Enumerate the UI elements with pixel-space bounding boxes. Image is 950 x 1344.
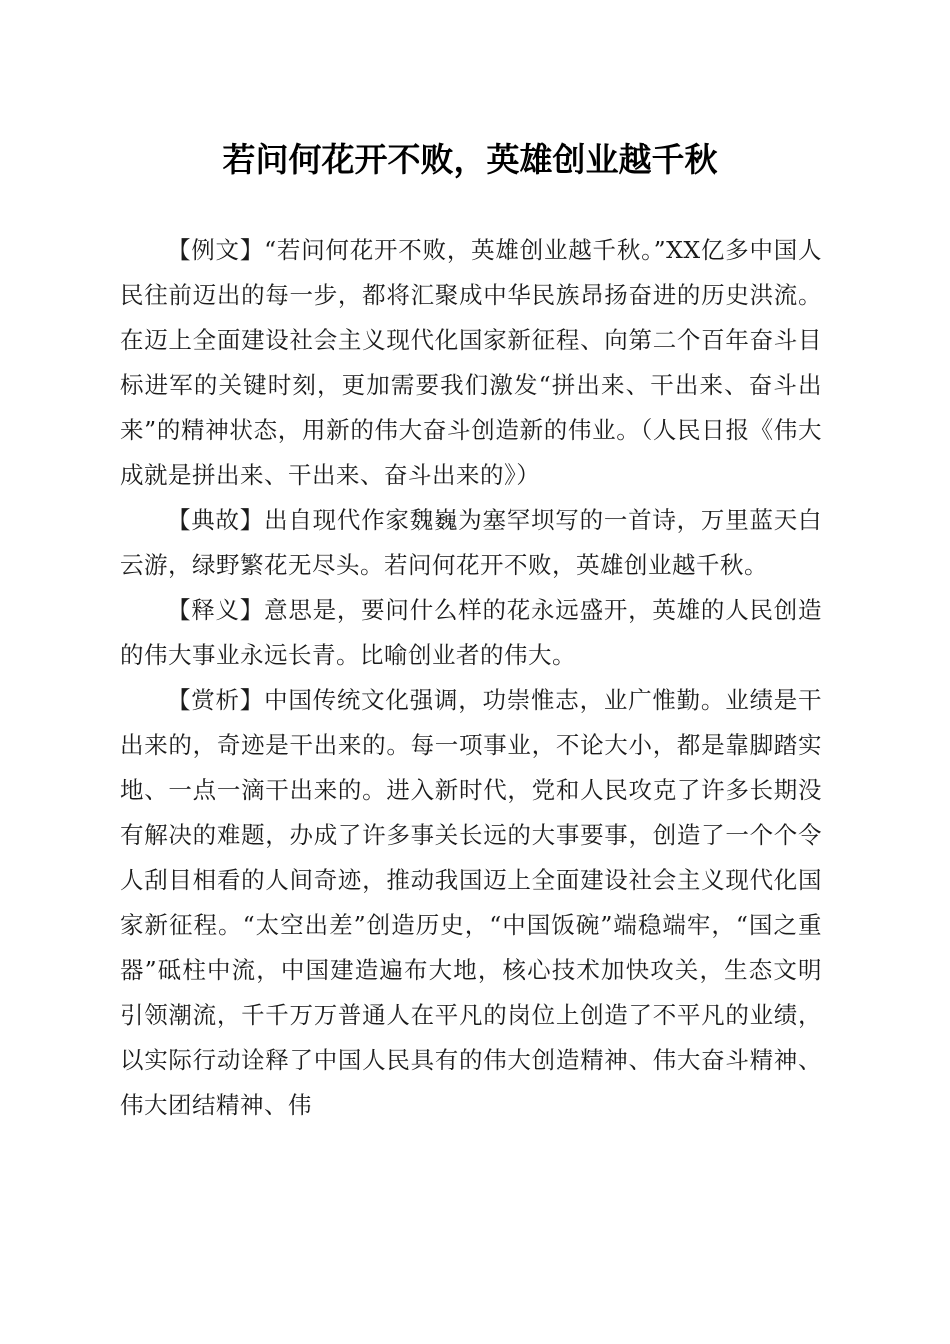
paragraph-meaning: [120, 588, 822, 678]
document-body: [120, 228, 822, 1128]
paragraph-example: [120, 228, 822, 498]
paragraph-text: “若问何花开不败，英雄创业越千秋。”XX亿多中国人民往前迈出的每一步，都将汇聚成中华民族昂扬奋进的历史洪流。在迈上全面建设社会主义现代化国家新征程、向第二个百年奋斗目标进军的关键时刻，更加需要我们激发“拼出来、干出来、奋斗出来”的精神状态，用新的伟大奋斗创造新的伟业。（人民日报《伟大成就是拼出来、干出来、奋斗出来的》）: [120, 236, 822, 489]
paragraph-tag: 【赏析】: [167, 686, 265, 714]
paragraph-text: 意思是，要问什么样的花永远盛开，英雄的人民创造的伟大事业永远长青。比喻创业者的伟大。: [120, 596, 823, 669]
paragraph-text: 出自现代作家魏巍为塞罕坝写的一首诗，万里蓝天白云游，绿野繁花无尽头。若问何花开不败，英雄创业越千秋。: [120, 506, 823, 579]
paragraph-analysis: [120, 678, 822, 1128]
paragraph-tag: 【例文】: [167, 236, 265, 264]
paragraph-tag: 【释义】: [167, 596, 265, 624]
paragraph-tag: 【典故】: [167, 506, 265, 534]
paragraph-text: 中国传统文化强调，功崇惟志，业广惟勤。业绩是干出来的，奇迹是干出来的。每一项事业，不论大小，都是靠脚踏实地、一点一滴干出来的。进入新时代，党和人民攻克了许多长期没有解决的难题，办成了许多事关长远的大事要事，创造了一个个令人刮目相看的人间奇迹，推动我国迈上全面建设社会主义现代化国家新征程。“太空出差”创造历史，“中国饭碗”端稳端牢，“国之重器”砥柱中流，中国建造遍布大地，核心技术加快攻关，生态文明引领潮流，千千万万普通人在平凡的岗位上创造了不平凡的业绩，以实际行动诠释了中国人民具有的伟大创造精神、伟大奋斗精神、伟大团结精神、伟: [120, 686, 823, 1119]
paragraph-allusion: [120, 498, 822, 588]
document-title: 若问何花开不败，英雄创业越千秋: [222, 140, 718, 179]
